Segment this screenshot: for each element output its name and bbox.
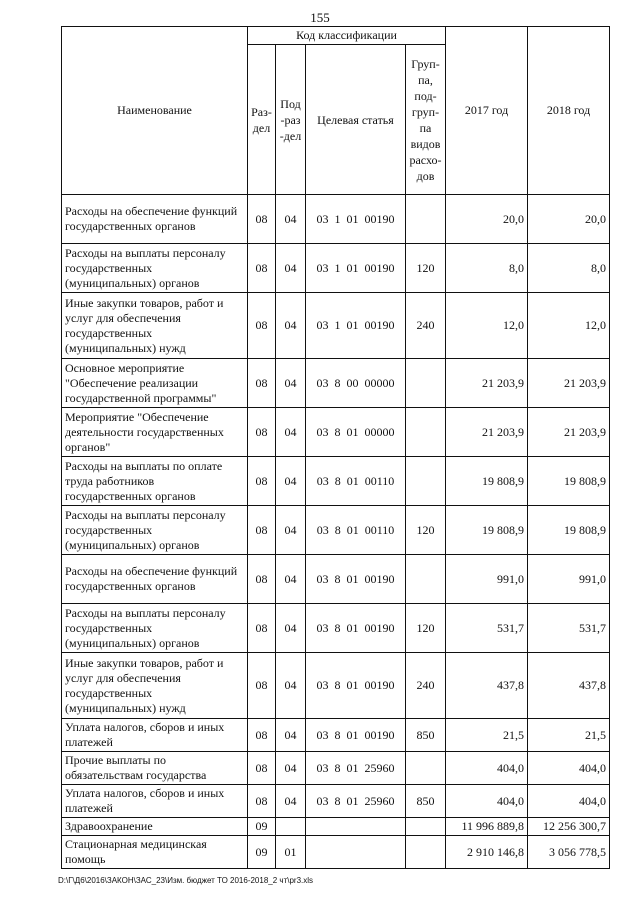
- row-name: Расходы на обеспечение функций государственных органов: [62, 195, 248, 244]
- row-subsection: [276, 818, 306, 836]
- header-name: Наименование: [62, 27, 248, 195]
- row-target-article: 03 8 01 00190: [306, 555, 406, 604]
- row-expense-group: [406, 555, 446, 604]
- row-section: 08: [248, 293, 276, 359]
- row-value-2018: 404,0: [528, 785, 610, 818]
- row-value-2017: 404,0: [446, 752, 528, 785]
- table-row: [62, 457, 610, 506]
- row-name: Расходы на выплаты персоналу государственных (муниципальных) органов: [62, 604, 248, 653]
- row-target-article: 03 8 01 00190: [306, 604, 406, 653]
- row-section: 08: [248, 506, 276, 555]
- row-expense-group: [406, 818, 446, 836]
- row-expense-group: [406, 836, 446, 869]
- page-number: 155: [310, 10, 330, 25]
- row-value-2017: 404,0: [446, 785, 528, 818]
- row-value-2017: 19 808,9: [446, 457, 528, 506]
- row-name: Иные закупки товаров, работ и услуг для обеспечения государственных (муниципальных) нужд: [62, 653, 248, 719]
- row-value-2017: 21,5: [446, 719, 528, 752]
- row-name: Прочие выплаты по обязательствам государства: [62, 752, 248, 785]
- row-value-2018: 19 808,9: [528, 506, 610, 555]
- row-subsection: 04: [276, 506, 306, 555]
- header-year-2017: 2017 год: [446, 27, 528, 195]
- row-section: 08: [248, 195, 276, 244]
- row-value-2018: 21 203,9: [528, 359, 610, 408]
- table-row: [62, 818, 610, 836]
- row-name: Уплата налогов, сборов и иных платежей: [62, 719, 248, 752]
- row-name: Мероприятие "Обеспечение деятельности государственных органов": [62, 408, 248, 457]
- header-subsection: Под-раз-дел: [276, 45, 306, 195]
- row-expense-group: 850: [406, 719, 446, 752]
- row-section: 08: [248, 408, 276, 457]
- row-value-2017: 21 203,9: [446, 408, 528, 457]
- table-row: [62, 506, 610, 555]
- file-path-footer: D:\Г\Д6\2016\ЗАКОН\ЗАС_23\Изм. бюджет ТО 2016-2018_2 чт\pr3.xls: [58, 876, 314, 885]
- row-value-2017: 11 996 889,8: [446, 818, 528, 836]
- row-section: 08: [248, 555, 276, 604]
- row-target-article: 03 8 01 00000: [306, 408, 406, 457]
- row-expense-group: 120: [406, 244, 446, 293]
- row-name: Основное мероприятие "Обеспечение реализации государственной программы": [62, 359, 248, 408]
- row-name: Стационарная медицинская помощь: [62, 836, 248, 869]
- row-subsection: 04: [276, 752, 306, 785]
- row-subsection: 04: [276, 359, 306, 408]
- table-row: [62, 752, 610, 785]
- row-target-article: 03 8 00 00000: [306, 359, 406, 408]
- row-value-2018: 21,5: [528, 719, 610, 752]
- row-section: 09: [248, 818, 276, 836]
- row-target-article: 03 8 01 00190: [306, 653, 406, 719]
- row-name: Расходы на выплаты персоналу государственных (муниципальных) органов: [62, 506, 248, 555]
- row-subsection: 04: [276, 408, 306, 457]
- row-section: 08: [248, 604, 276, 653]
- row-name: Иные закупки товаров, работ и услуг для обеспечения государственных (муниципальных) нужд: [62, 293, 248, 359]
- header-target-article: Целевая статья: [306, 45, 406, 195]
- row-expense-group: [406, 457, 446, 506]
- table-row: [62, 408, 610, 457]
- table-row: [62, 195, 610, 244]
- row-target-article: 03 1 01 00190: [306, 244, 406, 293]
- row-value-2017: 8,0: [446, 244, 528, 293]
- row-section: 09: [248, 836, 276, 869]
- row-target-article: 03 8 01 00110: [306, 457, 406, 506]
- row-target-article: 03 8 01 25960: [306, 785, 406, 818]
- row-value-2018: 12,0: [528, 293, 610, 359]
- row-value-2017: 12,0: [446, 293, 528, 359]
- row-target-article: 03 8 01 00110: [306, 506, 406, 555]
- row-target-article: 03 8 01 00190: [306, 719, 406, 752]
- row-section: 08: [248, 244, 276, 293]
- row-name: Здравоохранение: [62, 818, 248, 836]
- row-subsection: 04: [276, 653, 306, 719]
- row-value-2018: 8,0: [528, 244, 610, 293]
- row-target-article: [306, 836, 406, 869]
- row-subsection: 01: [276, 836, 306, 869]
- table-row: [62, 653, 610, 719]
- row-expense-group: 850: [406, 785, 446, 818]
- row-value-2018: 12 256 300,7: [528, 818, 610, 836]
- table-row: [62, 359, 610, 408]
- row-target-article: 03 8 01 25960: [306, 752, 406, 785]
- table-body: [62, 195, 610, 869]
- row-name: Расходы на выплаты по оплате труда работников государственных органов: [62, 457, 248, 506]
- row-target-article: [306, 818, 406, 836]
- row-subsection: 04: [276, 604, 306, 653]
- row-value-2017: 19 808,9: [446, 506, 528, 555]
- row-subsection: 04: [276, 293, 306, 359]
- row-section: 08: [248, 653, 276, 719]
- header-year-2018: 2018 год: [528, 27, 610, 195]
- row-value-2017: 20,0: [446, 195, 528, 244]
- table-row: [62, 293, 610, 359]
- row-subsection: 04: [276, 555, 306, 604]
- row-value-2017: 437,8: [446, 653, 528, 719]
- row-value-2017: 21 203,9: [446, 359, 528, 408]
- header-expense-group: Груп-па, под-груп-па видов расхо-дов: [406, 45, 446, 195]
- row-expense-group: [406, 752, 446, 785]
- table-row: [62, 719, 610, 752]
- row-target-article: 03 1 01 00190: [306, 195, 406, 244]
- row-name: Расходы на обеспечение функций государственных органов: [62, 555, 248, 604]
- row-expense-group: [406, 359, 446, 408]
- row-value-2018: 991,0: [528, 555, 610, 604]
- row-expense-group: [406, 408, 446, 457]
- row-section: 08: [248, 457, 276, 506]
- budget-table: [61, 26, 610, 869]
- table-row: [62, 244, 610, 293]
- row-expense-group: 240: [406, 293, 446, 359]
- row-subsection: 04: [276, 785, 306, 818]
- row-section: 08: [248, 785, 276, 818]
- row-section: 08: [248, 752, 276, 785]
- row-value-2018: 21 203,9: [528, 408, 610, 457]
- row-expense-group: 120: [406, 604, 446, 653]
- row-section: 08: [248, 359, 276, 408]
- table-row: [62, 785, 610, 818]
- table-row: [62, 836, 610, 869]
- row-value-2017: 531,7: [446, 604, 528, 653]
- row-value-2017: 991,0: [446, 555, 528, 604]
- row-value-2018: 437,8: [528, 653, 610, 719]
- row-target-article: 03 1 01 00190: [306, 293, 406, 359]
- row-section: 08: [248, 719, 276, 752]
- row-expense-group: 240: [406, 653, 446, 719]
- header-code-group: Код классификации: [248, 27, 446, 45]
- row-expense-group: 120: [406, 506, 446, 555]
- row-subsection: 04: [276, 244, 306, 293]
- row-value-2017: 2 910 146,8: [446, 836, 528, 869]
- header-section: Раз-дел: [248, 45, 276, 195]
- row-subsection: 04: [276, 719, 306, 752]
- row-value-2018: 404,0: [528, 752, 610, 785]
- row-name: Уплата налогов, сборов и иных платежей: [62, 785, 248, 818]
- row-subsection: 04: [276, 457, 306, 506]
- row-value-2018: 19 808,9: [528, 457, 610, 506]
- row-expense-group: [406, 195, 446, 244]
- row-value-2018: 3 056 778,5: [528, 836, 610, 869]
- table-row: [62, 555, 610, 604]
- row-name: Расходы на выплаты персоналу государственных (муниципальных) органов: [62, 244, 248, 293]
- row-value-2018: 20,0: [528, 195, 610, 244]
- row-value-2018: 531,7: [528, 604, 610, 653]
- row-subsection: 04: [276, 195, 306, 244]
- table-row: [62, 604, 610, 653]
